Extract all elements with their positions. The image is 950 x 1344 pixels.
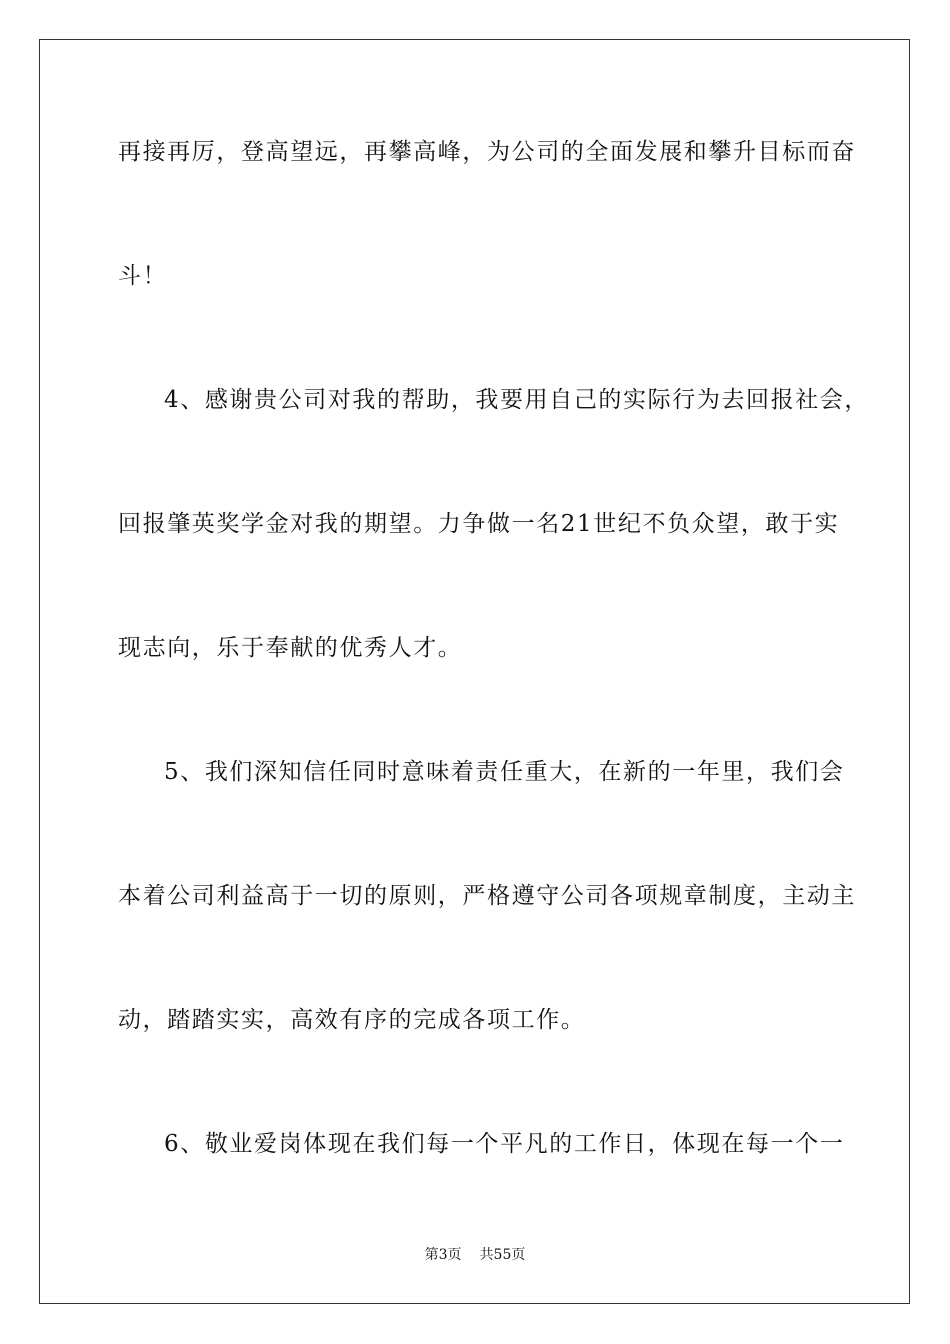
body-line-3: 4、感谢贵公司对我的帮助，我要用自己的实际行为去回报社会， <box>164 387 870 413</box>
body-line-4: 回报肇英奖学金对我的期望。力争做一名21世纪不负众望，敢于实 <box>118 511 840 537</box>
body-line-9: 6、敬业爱岗体现在我们每一个平凡的工作日，体现在每一个一 <box>164 1131 845 1157</box>
body-line-6: 5、我们深知信任同时意味着责任重大，在新的一年里，我们会 <box>164 759 845 785</box>
body-line-1: 再接再厉，登高望远，再攀高峰，为公司的全面发展和攀升目标而奋 <box>118 139 856 165</box>
body-line-2: 斗！ <box>118 263 168 289</box>
page-number: 第3页 <box>424 1247 462 1263</box>
page-frame <box>39 39 910 1304</box>
body-line-8: 动，踏踏实实，高效有序的完成各项工作。 <box>118 1007 586 1033</box>
page-footer <box>0 1246 950 1264</box>
body-line-7: 本着公司利益高于一切的原则，严格遵守公司各项规章制度，主动主 <box>118 883 856 909</box>
body-line-5: 现志向，乐于奉献的优秀人才。 <box>118 635 463 661</box>
page-total: 共55页 <box>479 1247 526 1263</box>
